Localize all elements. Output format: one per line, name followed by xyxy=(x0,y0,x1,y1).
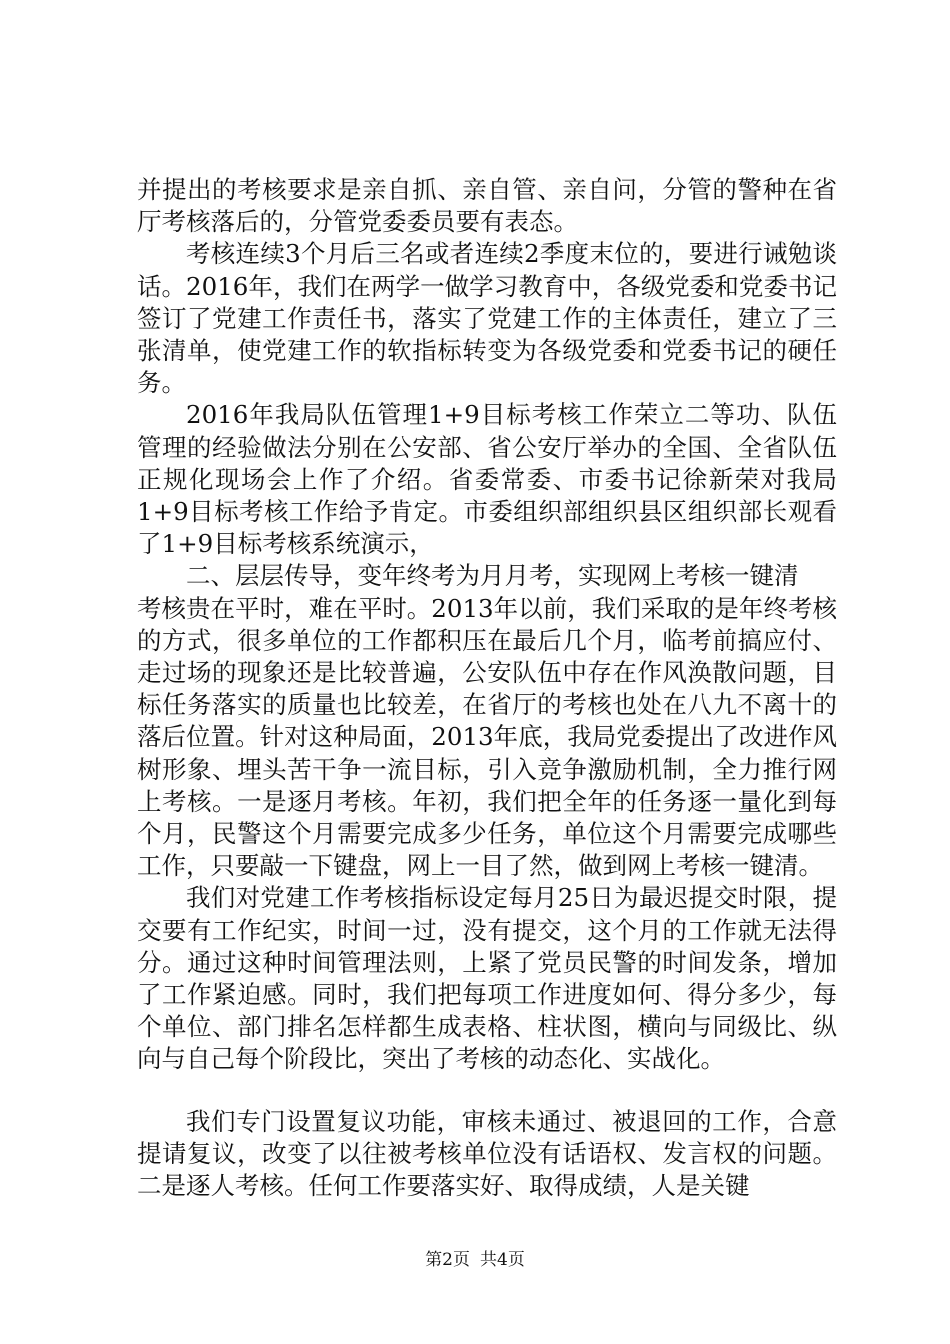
paragraph: 我们专门设置复议功能，审核未通过、被退回的工作，合意提请复议，改变了以往被考核单位没有话语权、发言权的问题。二是逐人考核。任何工作要落实好、取得成绩，人是关键 xyxy=(137,1106,837,1201)
section-heading: 二、层层传导，变年终考为月月考，实现网上考核一键清 xyxy=(186,561,799,591)
page-number: 第2页 xyxy=(425,1250,470,1270)
paragraph: 2016年我局队伍管理1+9目标考核工作荣立二等功、队伍管理的经验做法分别在公安部、省公安厅举办的全国、全省队伍正规化现场会上作了介绍。省委常委、市委书记徐新荣对我局1+9目标考核工作给予肯定。市委组织部组织县区组织部长观看了1+9目标考核系统演示， xyxy=(137,400,837,559)
page-total: 共4页 xyxy=(480,1250,525,1270)
paragraph: 并提出的考核要求是亲自抓、亲自管、亲自问，分管的警种在省厅考核落后的，分管党委委员要有表态。 xyxy=(137,175,837,237)
paragraph-gap xyxy=(137,1076,837,1106)
paragraph: 考核贵在平时，难在平时。2013年以前，我们采取的是年终考核的方式，很多单位的工作都积压在最后几个月，临考前搞应付、走过场的现象还是比较普遍，公安队伍中存在作风涣散问题，目标任务落实的质量也比较差，在省厅的考核也处在八九不离十的落后位置。针对这种局面，2013年底，我局党委提出了改进作风树形象、埋头苦干争一流目标，引入竞争激励机制，全力推行网上考核。一是逐月考核。年初，我们把全年的任务逐一量化到每个月，民警这个月需要完成多少任务，单位这个月需要完成哪些工作，只要敲一下键盘，网上一目了然，做到网上考核一键清。 xyxy=(137,593,837,881)
paragraph: 考核连续3个月后三名或者连续2季度末位的，要进行诫勉谈话。2016年，我们在两学一做学习教育中，各级党委和党委书记签订了党建工作责任书，落实了党建工作的主体责任，建立了三张清单，使党建工作的软指标转变为各级党委和党委书记的硬任务。 xyxy=(137,239,837,398)
document-body xyxy=(137,174,837,1202)
paragraph: 我们对党建工作考核指标设定每月25日为最迟提交时限，提交要有工作纪实，时间一过，没有提交，这个月的工作就无法得分。通过这种时间管理法则，上紧了党员民警的时间发条，增加了工作紧迫感。同时，我们把每项工作进度如何、得分多少，每个单位、部门排名怎样都生成表格、柱状图，横向与同级比、纵向与自己每个阶段比，突出了考核的动态化、实战化。 xyxy=(137,883,837,1074)
page-footer xyxy=(0,1245,950,1270)
